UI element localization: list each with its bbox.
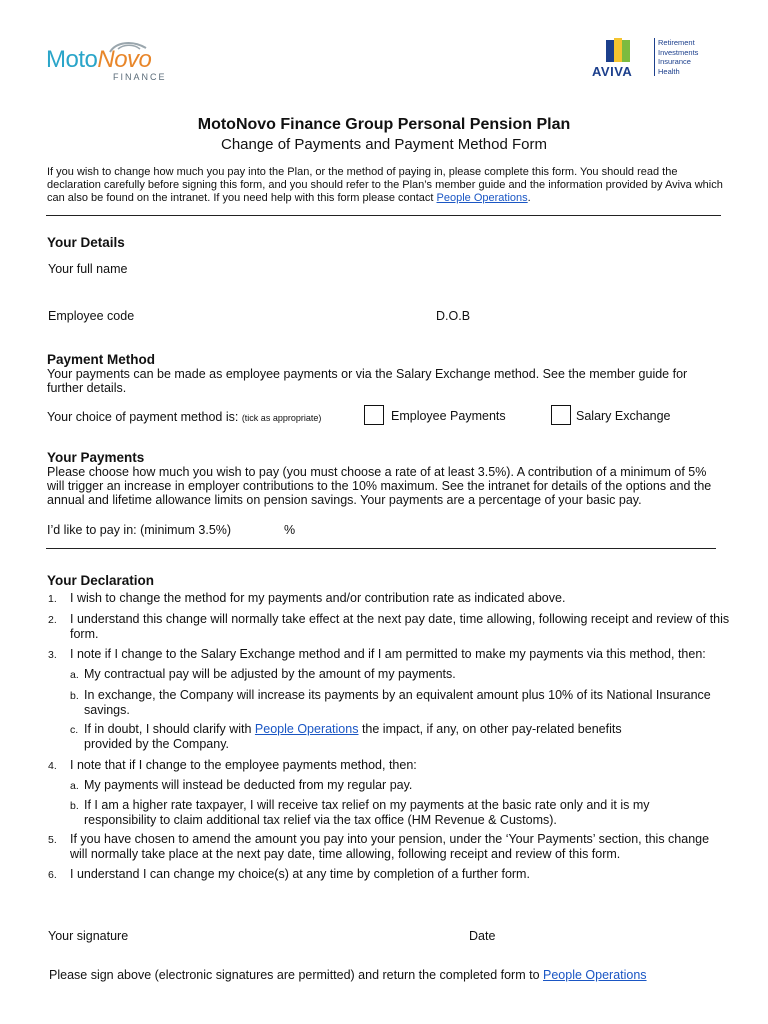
payment-choice-label: Your choice of payment method is: (tick as appropriate) [47, 410, 322, 424]
signature-label: Your signature [48, 929, 129, 943]
people-operations-link[interactable]: People Operations [254, 722, 359, 736]
full-name-label: Your full name [48, 262, 128, 276]
employee-payments-label: Employee Payments [391, 409, 506, 423]
dob-field[interactable] [480, 305, 720, 325]
pay-in-label: I’d like to pay in: (minimum 3.5%) [47, 523, 232, 537]
list-item: I note that if I change to the employee payments method, then: [70, 758, 417, 772]
intro-paragraph: If you wish to change how much you pay into the Plan, or the method of paying in, please complete this form. You should read the declaration carefully before signing this form, and you should refer to the Plan’s member guide and the information provided by Aviva which can also be found on the intranet. If you need help with this form please contact People Operations. [47, 166, 723, 204]
list-item: I understand I can change my choice(s) at any time by completion of a further form. [70, 867, 530, 881]
employee-code-label: Employee code [48, 309, 135, 323]
list-item-number: 4. [48, 760, 57, 772]
employee-payments-checkbox[interactable] [364, 405, 384, 425]
motonovo-logo [46, 40, 176, 84]
payments-description: Please choose how much you wish to pay (you must choose a rate of at least 3.5%). A contribution of a minimum of 5% will trigger an increase in employer contributions to the 10% maximum. See the intranet for details of the options and the annual and lifetime allowance limits on pension savings. Your payments are a percentage of your basic pay. [47, 465, 712, 507]
list-item-number: 3. [48, 649, 57, 661]
people-operations-link[interactable]: People Operations [543, 968, 647, 982]
sub-item: If I am a higher rate taxpayer, I will receive tax relief on my payments at the basic rate only and it is my responsibility to claim additional tax relief via the tax office (HM Revenue & Customs). [84, 798, 650, 827]
form-subtitle: Change of Payments and Payment Method Form [220, 136, 547, 153]
percent-sign: % [284, 523, 296, 537]
aviva-wordmark: AVIVA [592, 64, 633, 79]
aviva-tagline: Retirement Investments Insurance Health [654, 38, 698, 76]
salary-exchange-label: Salary Exchange [576, 409, 671, 423]
list-item-number: 5. [48, 834, 57, 846]
date-field[interactable] [505, 920, 720, 944]
form-title: MotoNovo Finance Group Personal Pension Plan [197, 116, 571, 133]
details-heading: Your Details [47, 235, 125, 250]
list-item: I wish to change the method for my payments and/or contribution rate as indicated above. [70, 591, 566, 605]
list-item-number: 1. [48, 593, 57, 605]
full-name-field[interactable] [140, 258, 720, 278]
salary-exchange-checkbox[interactable] [551, 405, 571, 425]
list-item-number: 2. [48, 614, 57, 626]
sub-item: My payments will instead be deducted from my regular pay. [84, 778, 413, 792]
sub-item-letter: b. [70, 690, 79, 702]
sub-item-letter: c. [70, 724, 79, 736]
aviva-logo [592, 38, 712, 82]
payment-method-description: Your payments can be made as employee payments or via the Salary Exchange method. See the member guide for further details. [47, 367, 688, 395]
motonovo-wordmark: MotoNovo [46, 46, 152, 73]
employee-code-field[interactable] [140, 305, 420, 325]
sub-item: In exchange, the Company will increase its payments by an equivalent amount plus 10% of its National Insurance savings. [84, 688, 711, 717]
sub-item: If in doubt, I should clarify with People Operations the impact, if any, on other pay-related benefits provided by the Company. [84, 722, 622, 751]
aviva-flag-icon [606, 38, 632, 62]
list-item: If you have chosen to amend the amount you pay into your pension, under the ‘Your Payments’ section, this change will normally take place at the next pay date, time allowing, following receipt and review of this form. [70, 832, 710, 861]
payments-heading: Your Payments [47, 450, 145, 465]
sub-item: My contractual pay will be adjusted by the amount of my payments. [84, 667, 456, 681]
motonovo-subtitle: FINANCE [113, 72, 167, 82]
divider [46, 215, 721, 216]
signature-field[interactable] [140, 920, 440, 944]
declaration-heading: Your Declaration [47, 573, 155, 588]
date-label: Date [469, 929, 496, 943]
pay-in-percentage-field[interactable] [240, 519, 280, 539]
payment-method-heading: Payment Method [47, 352, 156, 367]
dob-label: D.O.B [436, 309, 471, 323]
people-operations-link[interactable]: People Operations [436, 191, 528, 204]
sub-item-letter: b. [70, 800, 79, 812]
divider [46, 548, 716, 549]
sub-item-letter: a. [70, 780, 79, 792]
sub-item-letter: a. [70, 669, 79, 681]
list-item: I note if I change to the Salary Exchange method and if I am permitted to make my payments via this method, then: [70, 647, 706, 661]
list-item: I understand this change will normally take effect at the next pay date, time allowing, following receipt and review of this form. [70, 612, 730, 641]
signature-instructions: Please sign above (electronic signatures are permitted) and return the completed form to People Operations [49, 968, 647, 982]
list-item-number: 6. [48, 869, 57, 881]
